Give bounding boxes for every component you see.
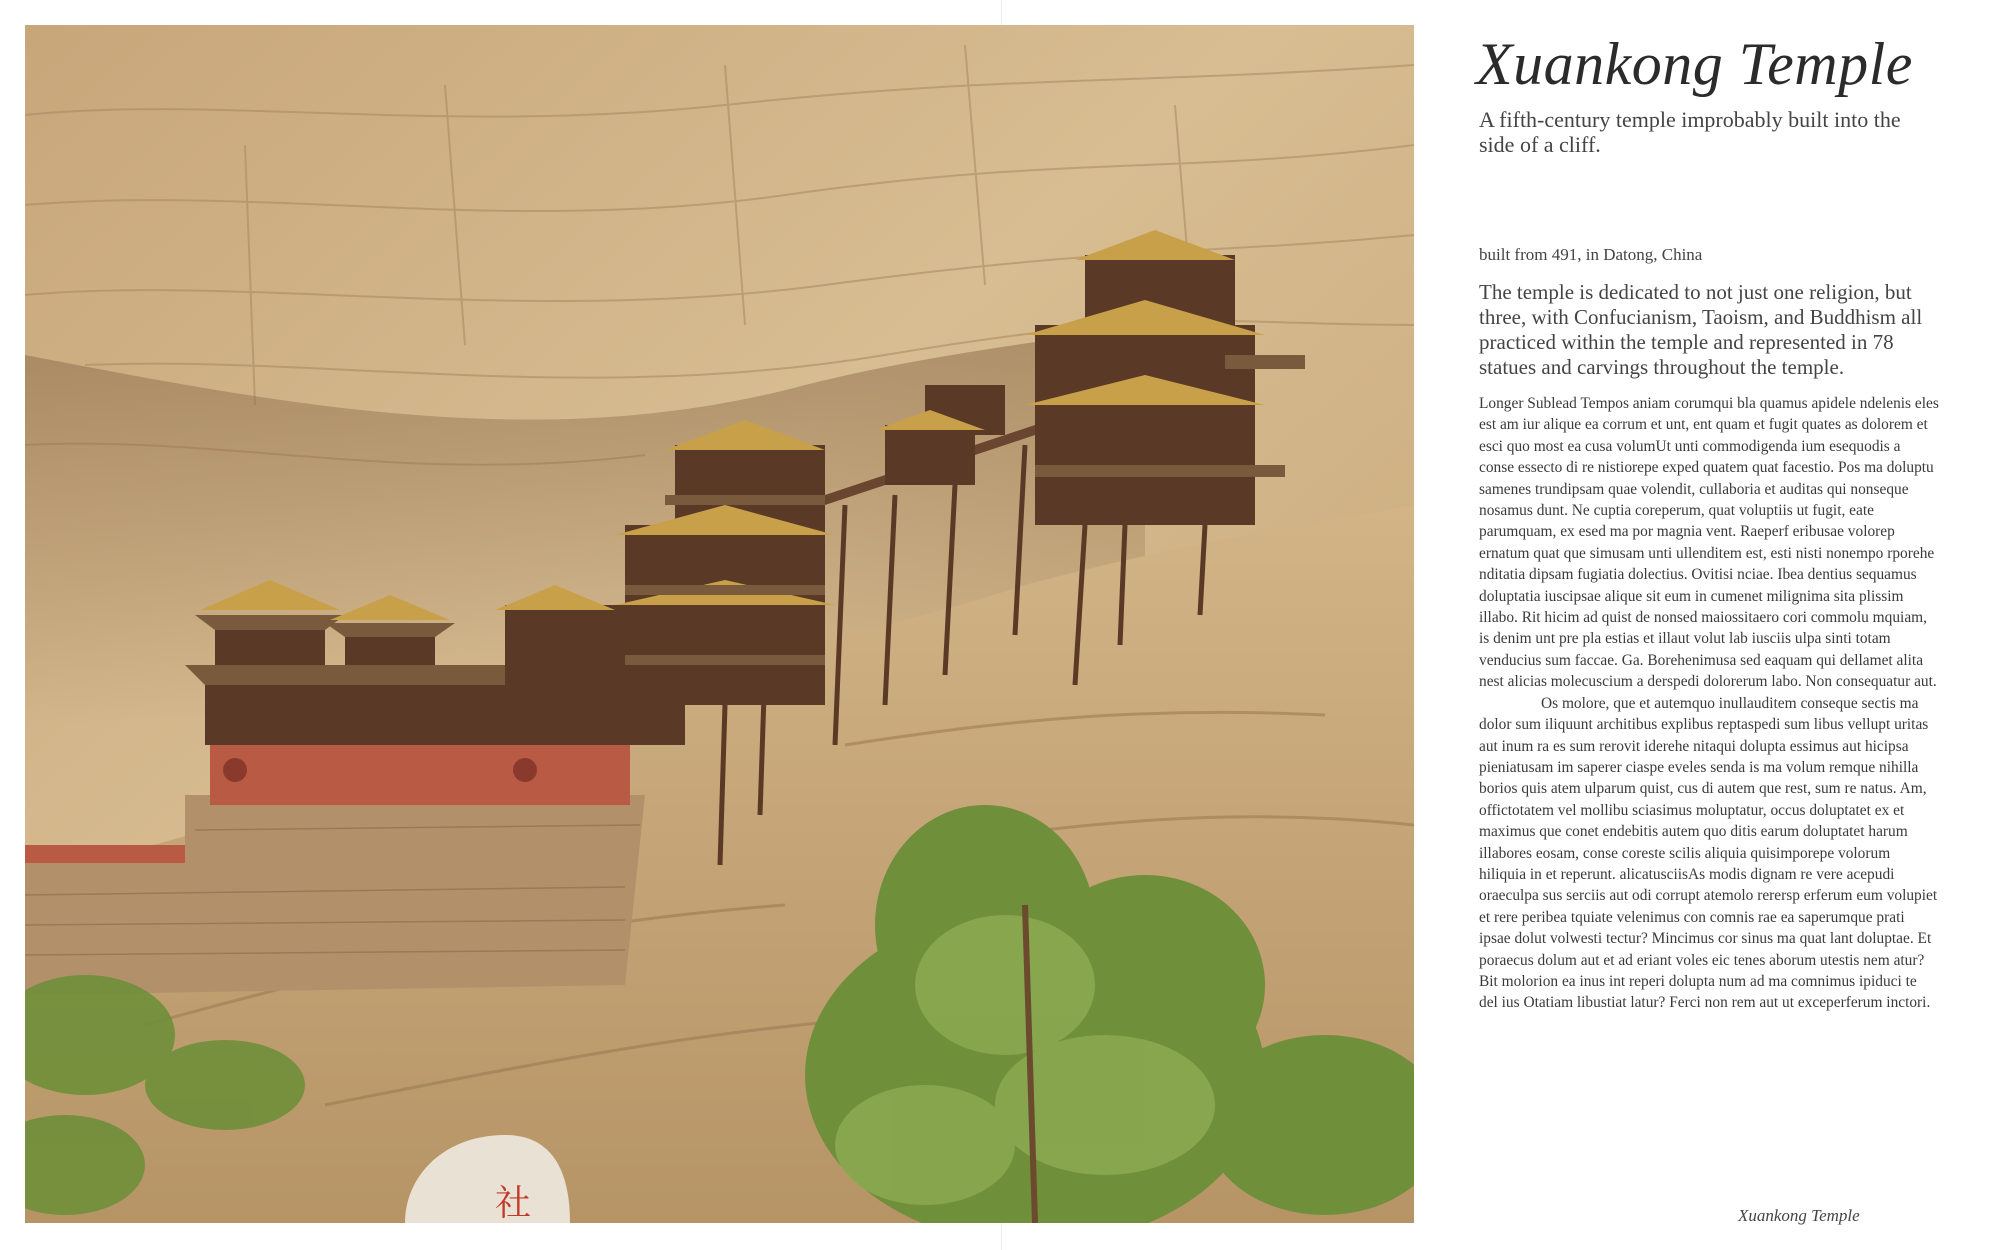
article-meta: built from 491, in Datong, China (1479, 245, 1703, 264)
running-footer: Xuankong Temple (1738, 1206, 1860, 1225)
article-body (1479, 393, 1939, 1014)
temple-photo (25, 25, 1414, 1223)
body-paragraph: Longer Sublead Tempos aniam corumqui bla quamus apidele ndelenis eles est am iur alique ea corrum et unt, ent quam et fugit quates as dolorem et esci quo most ea cusa volumUt unti commodigenda ium esequodis a conse essecto di re nistiorepe exped quatem quat facestio. Pos ma doluptu samenes trundipsam quae volendit, cullaboria et auditas qui nonseque nosamus dunt. Ne cuptia coreperum, quat voluptiis ut fugit, eate parumquam, ex esed ma por magnia vent. Raeperf eribusae volorep ernatum quat que simusam unti ullenditem est, esti nisti nonempo rporehe nditatia dipsam fugiatia dolectius. Ovitisi nciae. Ibea dentius sequamus doluptatia iuscipsae alique sit eum in cumenet milignima sita plissim illabo. Rit hicim ad quist de nonsed maiossitaero cori commolu mquiam, is denim unt pre pla estias et illaut volut lab iusciis ulpa sinti totam venducius sum faccae. Ga. Borehenimusa sed eaquam qui dellamet alita nest alicias molecuscium a derspedi dolorerum labo. Non consequatur aut. (1479, 395, 1939, 691)
boulder-sign-glyph: 社 (495, 1183, 532, 1223)
article-subtitle: A fifth-century temple improbably built into the side of a cliff. (1479, 107, 1901, 157)
article-lead: The temple is dedicated to not just one religion, but three, with Confucianism, Taoism, and Buddhism all practiced within the temple and represented in 78 statues and carvings throughout the temple. (1479, 280, 1923, 379)
article-title: Xuankong Temple (1476, 31, 1913, 97)
temple-photo-illustration (25, 25, 1414, 1223)
body-paragraph: Os molore, que et autemquo inullauditem conseque sectis ma dolor sum iliquunt architibus explibus reptaspedi sum libus vellupt uritas aut inum ra es sum rerovit iderehe nitaqui dolupta essimus aut hicipsa pieniatusam im saperer ciaspe eveles senda is ma volum remque nihilla borios quis atem ulparum quist, cus di autem que rest, sum re natus. Am, offictotatem vel mollibu sciasimus moluptatur, occus doluptatet ex et maximus que conet endebitis autem quo ditis earum doluptatet harum illabores eosam, conse coreste scilis aliquia quisimporepe volorum hiliquia in et reperunt. alicatusciisAs modis dignam re vere acepudi oraeculpa sus serciis aut odi corrupt atemolo rerersp erferum eum volupiet et rere peribea tquiate velenimus con comnis rae ea saperumque prati ipsae dolut volwesti tectur? Mincimus cor sinus ma quat lant doluptae. Et poraecus dolum aut et ad eriant voles eic tenes aborum utestis nem atur? Bit molorion ea inus int reperi dolupta num ad ma comnimus ipiduci te del ius Otatiam libustiat latur? Ferci non rem aut ut exceperferum inctori. (1479, 694, 1938, 1012)
